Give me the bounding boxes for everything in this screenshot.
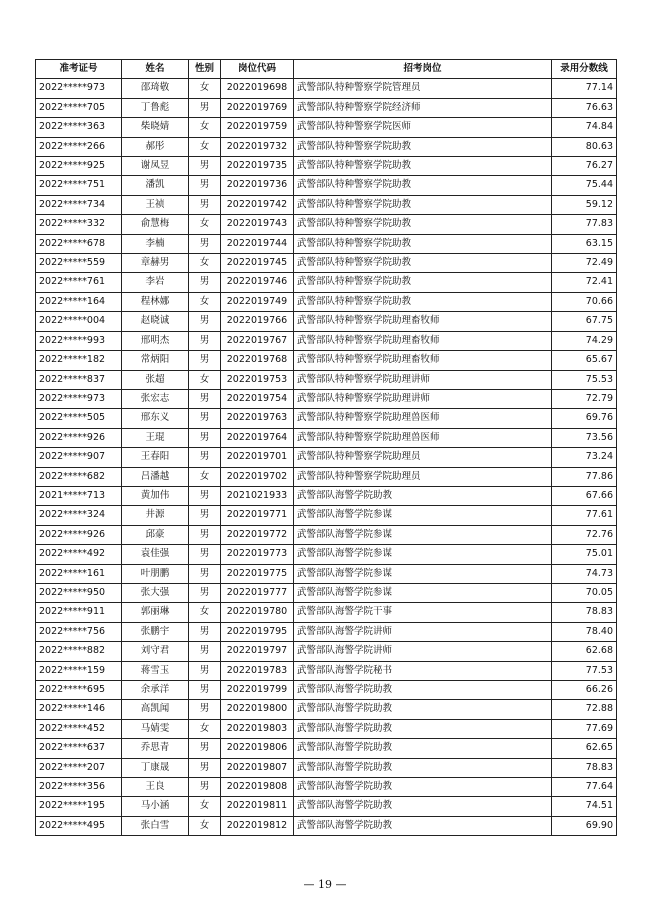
cell-post: 武警部队海警学院讲师	[294, 622, 552, 641]
cell-post-code: 2022019763	[221, 409, 294, 428]
table-row	[36, 195, 617, 214]
cell-exam-id: 2022*****332	[36, 215, 122, 234]
cell-post-code: 2022019773	[221, 545, 294, 564]
header-post: 招考岗位	[294, 60, 552, 79]
cell-name: 常炳阳	[122, 351, 189, 370]
table-row	[36, 118, 617, 137]
cell-name: 马婧雯	[122, 719, 189, 738]
table-row	[36, 331, 617, 350]
cell-post: 武警部队海警学院参谋	[294, 564, 552, 583]
cell-score: 65.67	[552, 351, 617, 370]
cell-score: 73.56	[552, 428, 617, 447]
cell-name: 蒋雪玉	[122, 661, 189, 680]
cell-post-code: 2022019743	[221, 215, 294, 234]
cell-exam-id: 2022*****559	[36, 254, 122, 273]
cell-score: 62.68	[552, 642, 617, 661]
table-row	[36, 816, 617, 835]
cell-exam-id: 2022*****973	[36, 79, 122, 98]
cell-name: 张白雪	[122, 816, 189, 835]
cell-name: 张大强	[122, 583, 189, 602]
table-row	[36, 564, 617, 583]
cell-score: 78.40	[552, 622, 617, 641]
cell-post: 武警部队特种警察学院助教	[294, 176, 552, 195]
cell-exam-id: 2022*****882	[36, 642, 122, 661]
cell-gender: 男	[189, 409, 221, 428]
cell-exam-id: 2022*****925	[36, 157, 122, 176]
table-row	[36, 351, 617, 370]
cell-post-code: 2022019812	[221, 816, 294, 835]
cell-post: 武警部队海警学院干事	[294, 603, 552, 622]
cell-gender: 男	[189, 234, 221, 253]
cell-score: 59.12	[552, 195, 617, 214]
cell-post-code: 2022019800	[221, 700, 294, 719]
cell-gender: 男	[189, 273, 221, 292]
cell-post: 武警部队海警学院助教	[294, 700, 552, 719]
table-row	[36, 525, 617, 544]
cell-exam-id: 2022*****182	[36, 351, 122, 370]
cell-exam-id: 2022*****993	[36, 331, 122, 350]
cell-exam-id: 2022*****363	[36, 118, 122, 137]
cell-gender: 男	[189, 681, 221, 700]
cell-post-code: 2022019771	[221, 506, 294, 525]
cell-score: 69.90	[552, 816, 617, 835]
cell-exam-id: 2022*****492	[36, 545, 122, 564]
cell-score: 77.64	[552, 778, 617, 797]
cell-exam-id: 2022*****452	[36, 719, 122, 738]
cell-gender: 男	[189, 486, 221, 505]
cell-name: 李岩	[122, 273, 189, 292]
cell-gender: 男	[189, 622, 221, 641]
cell-exam-id: 2022*****756	[36, 622, 122, 641]
cell-post: 武警部队特种警察学院助理员	[294, 467, 552, 486]
cell-post: 武警部队特种警察学院助理畜牧师	[294, 331, 552, 350]
cell-post: 武警部队海警学院参谋	[294, 506, 552, 525]
cell-exam-id: 2022*****837	[36, 370, 122, 389]
cell-post-code: 2022019701	[221, 448, 294, 467]
cell-exam-id: 2022*****907	[36, 448, 122, 467]
cell-score: 77.61	[552, 506, 617, 525]
cell-post: 武警部队特种警察学院助理畜牧师	[294, 351, 552, 370]
cell-exam-id: 2022*****505	[36, 409, 122, 428]
cell-name: 章赫男	[122, 254, 189, 273]
cell-score: 72.41	[552, 273, 617, 292]
cell-post: 武警部队特种警察学院助教	[294, 292, 552, 311]
cell-gender: 女	[189, 719, 221, 738]
table-row	[36, 157, 617, 176]
table-row	[36, 719, 617, 738]
cell-post: 武警部队海警学院助教	[294, 719, 552, 738]
cell-name: 柴晓婧	[122, 118, 189, 137]
cell-score: 75.44	[552, 176, 617, 195]
cell-post-code: 2022019780	[221, 603, 294, 622]
cell-score: 77.14	[552, 79, 617, 98]
header-exam-id: 准考证号	[36, 60, 122, 79]
cell-gender: 男	[189, 389, 221, 408]
cell-name: 王良	[122, 778, 189, 797]
cell-score: 70.05	[552, 583, 617, 602]
cell-gender: 女	[189, 467, 221, 486]
cell-post-code: 2022019745	[221, 254, 294, 273]
table-header-row	[36, 60, 617, 79]
cell-post: 武警部队特种警察学院助教	[294, 215, 552, 234]
table-row	[36, 176, 617, 195]
cell-score: 77.53	[552, 661, 617, 680]
table-row	[36, 273, 617, 292]
cell-post-code: 2022019808	[221, 778, 294, 797]
cell-score: 67.75	[552, 312, 617, 331]
cell-name: 王祯	[122, 195, 189, 214]
cell-gender: 男	[189, 195, 221, 214]
cell-post: 武警部队海警学院参谋	[294, 583, 552, 602]
cell-name: 高凯闻	[122, 700, 189, 719]
cell-post: 武警部队特种警察学院经济师	[294, 98, 552, 117]
cell-score: 77.69	[552, 719, 617, 738]
cell-exam-id: 2022*****911	[36, 603, 122, 622]
cell-name: 吕潘越	[122, 467, 189, 486]
cell-exam-id: 2022*****950	[36, 583, 122, 602]
cell-gender: 男	[189, 176, 221, 195]
cell-post-code: 2022019795	[221, 622, 294, 641]
cell-name: 王春阳	[122, 448, 189, 467]
cell-post: 武警部队海警学院助教	[294, 681, 552, 700]
cell-name: 袁佳强	[122, 545, 189, 564]
cell-score: 80.63	[552, 137, 617, 156]
cell-name: 丁鲁彪	[122, 98, 189, 117]
cell-score: 63.15	[552, 234, 617, 253]
cell-gender: 男	[189, 583, 221, 602]
cell-post-code: 2022019807	[221, 758, 294, 777]
cell-score: 66.26	[552, 681, 617, 700]
cell-gender: 男	[189, 331, 221, 350]
cell-name: 井源	[122, 506, 189, 525]
cell-name: 余承洋	[122, 681, 189, 700]
cell-gender: 男	[189, 98, 221, 117]
cell-score: 72.76	[552, 525, 617, 544]
cell-post: 武警部队特种警察学院助教	[294, 157, 552, 176]
cell-post: 武警部队特种警察学院管理员	[294, 79, 552, 98]
table-row	[36, 292, 617, 311]
cell-name: 丁康晟	[122, 758, 189, 777]
cell-name: 王琨	[122, 428, 189, 447]
cell-exam-id: 2022*****146	[36, 700, 122, 719]
cell-name: 邢明杰	[122, 331, 189, 350]
table-row	[36, 642, 617, 661]
cell-score: 76.63	[552, 98, 617, 117]
cell-post-code: 2022019698	[221, 79, 294, 98]
cell-gender: 男	[189, 758, 221, 777]
cell-post-code: 2022019735	[221, 157, 294, 176]
cell-post: 武警部队特种警察学院助教	[294, 234, 552, 253]
cell-exam-id: 2022*****637	[36, 739, 122, 758]
cell-gender: 男	[189, 739, 221, 758]
cell-post: 武警部队海警学院助教	[294, 797, 552, 816]
cell-name: 潘凯	[122, 176, 189, 195]
cell-gender: 女	[189, 816, 221, 835]
cell-gender: 女	[189, 254, 221, 273]
cell-exam-id: 2022*****159	[36, 661, 122, 680]
cell-post-code: 2022019753	[221, 370, 294, 389]
cell-gender: 男	[189, 700, 221, 719]
cell-gender: 女	[189, 292, 221, 311]
cell-post: 武警部队海警学院助教	[294, 758, 552, 777]
table-row	[36, 98, 617, 117]
cell-name: 邱豪	[122, 525, 189, 544]
cell-post-code: 2022019775	[221, 564, 294, 583]
cell-post: 武警部队特种警察学院助理员	[294, 448, 552, 467]
cell-score: 76.27	[552, 157, 617, 176]
table-body	[36, 79, 617, 836]
cell-post-code: 2022019732	[221, 137, 294, 156]
cell-name: 张宏志	[122, 389, 189, 408]
cell-score: 75.53	[552, 370, 617, 389]
cell-exam-id: 2022*****761	[36, 273, 122, 292]
table-row	[36, 797, 617, 816]
cell-exam-id: 2022*****973	[36, 389, 122, 408]
cell-score: 72.79	[552, 389, 617, 408]
cell-post: 武警部队特种警察学院助理兽医师	[294, 409, 552, 428]
table-row	[36, 583, 617, 602]
cell-gender: 男	[189, 661, 221, 680]
table-row	[36, 603, 617, 622]
table-row	[36, 661, 617, 680]
cell-name: 邢东义	[122, 409, 189, 428]
cell-score: 72.49	[552, 254, 617, 273]
cell-gender: 女	[189, 118, 221, 137]
cell-gender: 女	[189, 215, 221, 234]
cell-score: 74.73	[552, 564, 617, 583]
table-row	[36, 778, 617, 797]
cell-post-code: 2022019744	[221, 234, 294, 253]
cell-post-code: 2022019742	[221, 195, 294, 214]
cell-post: 武警部队特种警察学院助理畜牧师	[294, 312, 552, 331]
header-name: 姓名	[122, 60, 189, 79]
cell-name: 郭丽琳	[122, 603, 189, 622]
cell-score: 77.83	[552, 215, 617, 234]
cell-exam-id: 2022*****751	[36, 176, 122, 195]
cell-score: 78.83	[552, 603, 617, 622]
cell-name: 郝彤	[122, 137, 189, 156]
table-row	[36, 215, 617, 234]
cell-score: 67.66	[552, 486, 617, 505]
cell-post: 武警部队海警学院参谋	[294, 545, 552, 564]
cell-name: 黄加伟	[122, 486, 189, 505]
cell-score: 78.83	[552, 758, 617, 777]
cell-post-code: 2022019766	[221, 312, 294, 331]
cell-score: 70.66	[552, 292, 617, 311]
cell-score: 74.29	[552, 331, 617, 350]
cell-post: 武警部队特种警察学院助教	[294, 254, 552, 273]
cell-name: 张超	[122, 370, 189, 389]
page-number: — 19 —	[303, 878, 347, 891]
table-row	[36, 370, 617, 389]
header-post-code: 岗位代码	[221, 60, 294, 79]
table-row	[36, 681, 617, 700]
cell-exam-id: 2022*****004	[36, 312, 122, 331]
table-row	[36, 486, 617, 505]
table-row	[36, 409, 617, 428]
cell-post: 武警部队特种警察学院医师	[294, 118, 552, 137]
cell-post: 武警部队海警学院秘书	[294, 661, 552, 680]
cell-post-code: 2022019702	[221, 467, 294, 486]
cell-score: 74.84	[552, 118, 617, 137]
table-row	[36, 448, 617, 467]
cell-name: 谢凤昱	[122, 157, 189, 176]
cell-name: 马小涵	[122, 797, 189, 816]
cell-gender: 女	[189, 370, 221, 389]
cell-post-code: 2022019767	[221, 331, 294, 350]
cell-exam-id: 2022*****926	[36, 525, 122, 544]
cell-post-code: 2022019769	[221, 98, 294, 117]
cell-gender: 男	[189, 312, 221, 331]
cell-score: 72.88	[552, 700, 617, 719]
cell-post-code: 2022019736	[221, 176, 294, 195]
cell-gender: 女	[189, 79, 221, 98]
table-row	[36, 758, 617, 777]
cell-gender: 男	[189, 157, 221, 176]
cell-name: 乔思青	[122, 739, 189, 758]
cell-post: 武警部队海警学院助教	[294, 739, 552, 758]
cell-gender: 男	[189, 448, 221, 467]
cell-exam-id: 2022*****164	[36, 292, 122, 311]
table-row	[36, 254, 617, 273]
cell-gender: 男	[189, 351, 221, 370]
cell-exam-id: 2022*****324	[36, 506, 122, 525]
cell-post: 武警部队海警学院助教	[294, 816, 552, 835]
cell-name: 赵晓诚	[122, 312, 189, 331]
cell-gender: 男	[189, 778, 221, 797]
cell-post-code: 2022019783	[221, 661, 294, 680]
table-row	[36, 467, 617, 486]
table-row	[36, 234, 617, 253]
table-row	[36, 428, 617, 447]
cell-name: 李楠	[122, 234, 189, 253]
cell-name: 俞慧梅	[122, 215, 189, 234]
table-row	[36, 700, 617, 719]
cell-post-code: 2022019746	[221, 273, 294, 292]
cell-gender: 男	[189, 506, 221, 525]
cell-exam-id: 2022*****266	[36, 137, 122, 156]
cell-score: 73.24	[552, 448, 617, 467]
table-row	[36, 137, 617, 156]
cell-exam-id: 2022*****682	[36, 467, 122, 486]
cell-post: 武警部队特种警察学院助理兽医师	[294, 428, 552, 447]
cell-exam-id: 2022*****356	[36, 778, 122, 797]
cell-exam-id: 2022*****705	[36, 98, 122, 117]
cell-post: 武警部队特种警察学院助理讲师	[294, 370, 552, 389]
cell-post: 武警部队特种警察学院助教	[294, 137, 552, 156]
cell-gender: 男	[189, 545, 221, 564]
cell-gender: 女	[189, 137, 221, 156]
cell-exam-id: 2022*****207	[36, 758, 122, 777]
cell-gender: 男	[189, 428, 221, 447]
table-row	[36, 312, 617, 331]
table-row	[36, 506, 617, 525]
cell-name: 刘守君	[122, 642, 189, 661]
cell-post-code: 2022019799	[221, 681, 294, 700]
cell-exam-id: 2022*****678	[36, 234, 122, 253]
cell-score: 62.65	[552, 739, 617, 758]
cell-post: 武警部队海警学院讲师	[294, 642, 552, 661]
cell-name: 张鹏宇	[122, 622, 189, 641]
table-row	[36, 739, 617, 758]
cell-score: 75.01	[552, 545, 617, 564]
cell-post-code: 2021021933	[221, 486, 294, 505]
cell-exam-id: 2022*****161	[36, 564, 122, 583]
cell-score: 74.51	[552, 797, 617, 816]
table-row	[36, 79, 617, 98]
table-row	[36, 389, 617, 408]
cell-post-code: 2022019777	[221, 583, 294, 602]
cell-score: 77.86	[552, 467, 617, 486]
cell-post-code: 2022019803	[221, 719, 294, 738]
table-row	[36, 545, 617, 564]
cell-post: 武警部队海警学院参谋	[294, 525, 552, 544]
cell-post: 武警部队海警学院助教	[294, 778, 552, 797]
admission-score-table	[35, 59, 617, 836]
table-row	[36, 622, 617, 641]
cell-name: 邵琦敬	[122, 79, 189, 98]
cell-post: 武警部队特种警察学院助教	[294, 195, 552, 214]
cell-post-code: 2022019768	[221, 351, 294, 370]
cell-gender: 女	[189, 797, 221, 816]
cell-name: 叶朋鹏	[122, 564, 189, 583]
cell-post: 武警部队特种警察学院助理讲师	[294, 389, 552, 408]
cell-gender: 男	[189, 642, 221, 661]
cell-name: 程林娜	[122, 292, 189, 311]
cell-post: 武警部队特种警察学院助教	[294, 273, 552, 292]
cell-post: 武警部队海警学院助教	[294, 486, 552, 505]
cell-exam-id: 2022*****195	[36, 797, 122, 816]
cell-exam-id: 2022*****734	[36, 195, 122, 214]
cell-post-code: 2022019806	[221, 739, 294, 758]
cell-gender: 男	[189, 525, 221, 544]
cell-post-code: 2022019797	[221, 642, 294, 661]
cell-exam-id: 2022*****495	[36, 816, 122, 835]
cell-score: 69.76	[552, 409, 617, 428]
cell-exam-id: 2022*****926	[36, 428, 122, 447]
cell-post-code: 2022019764	[221, 428, 294, 447]
cell-post-code: 2022019749	[221, 292, 294, 311]
cell-exam-id: 2021*****713	[36, 486, 122, 505]
cell-post-code: 2022019772	[221, 525, 294, 544]
cell-post-code: 2022019754	[221, 389, 294, 408]
header-gender: 性别	[189, 60, 221, 79]
cell-post-code: 2022019759	[221, 118, 294, 137]
cell-gender: 女	[189, 603, 221, 622]
cell-gender: 男	[189, 564, 221, 583]
cell-post-code: 2022019811	[221, 797, 294, 816]
cell-exam-id: 2022*****695	[36, 681, 122, 700]
header-score: 录用分数线	[552, 60, 617, 79]
